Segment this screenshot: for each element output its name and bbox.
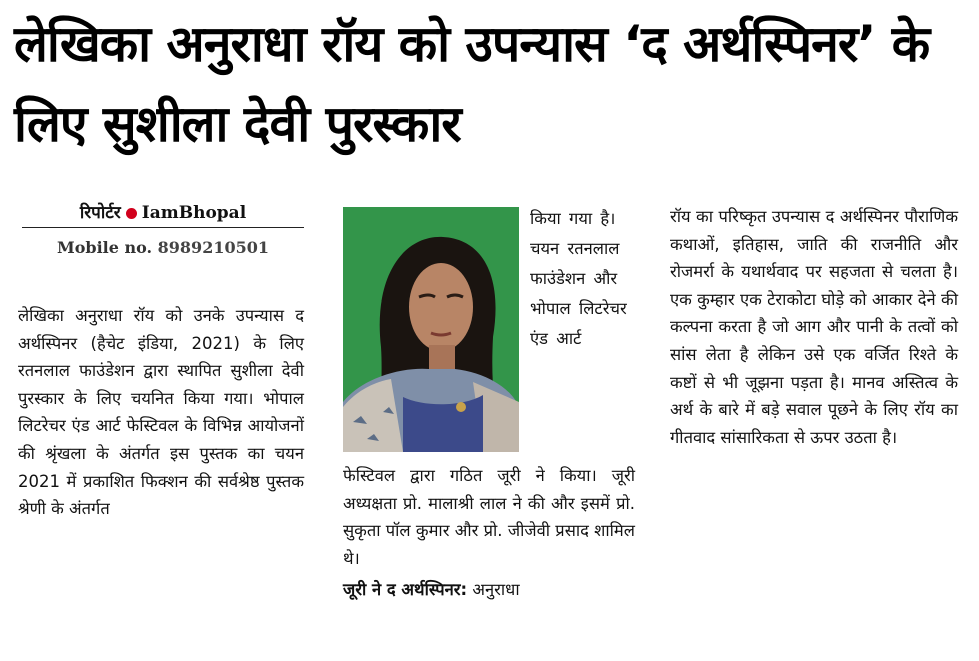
article-column-2 — [343, 462, 635, 604]
mobile-number: 8989210501 — [157, 238, 269, 257]
article-column-3 — [670, 203, 958, 451]
column-2-bottom-text: फेस्टिवल द्वारा गठित जूरी ने किया। जूरी अध्यक्षता प्रो. मालाश्री लाल ने की और इसमें प्रो. सुकृता पॉल कुमार और प्रो. जीजेवी प्रसाद शामिल थे। — [343, 466, 635, 568]
column-3-text: रॉय का परिष्कृत उपन्यास द अर्थस्पिनर पौराणिक कथाओं, इतिहास, जाति की राजनीति और रोजमर्रा के यथार्थवाद पर सहजता से चलता है। एक कुम्हार एक टेराकोटा घोड़े को आकार देने की कल्पना करता है जो आग और पानी के तत्वों को सांस लेता है लेकिन उसे एक वर्जित रिश्ते के कष्टों से भी जूझना पड़ता है। मानव अस्तित्व के अर्थ के बारे में बड़े सवाल पूछने के लिए रॉय का गीतवाद सांसारिकता से ऊपर उठता है। — [670, 207, 958, 447]
reporter-label: रिपोर्टर — [79, 203, 121, 223]
bullet-icon — [126, 208, 137, 219]
author-photo-illustration — [343, 207, 519, 452]
outlet-name: IamBhopal — [141, 203, 247, 223]
headline: लेखिका अनुराधा रॉय को उपन्यास ‘द अर्थस्पिनर’ के लिए सुशीला देवी पुरस्कार — [14, 15, 930, 153]
mobile-label: Mobile no. — [57, 238, 153, 257]
mobile-line — [22, 238, 304, 257]
column-1-text: लेखिका अनुराधा रॉय को उनके उपन्यास द अर्थस्पिनर (हैचेट इंडिया, 2021) के लिए रतनलाल फाउंडेशन द्वारा स्थापित सुशीला देवी पुरस्कार के लिए चयनित किया गया। भोपाल लिटरेचर एंड आर्ट फेस्टिवल के विभिन्न आयोजनों की श्रृंखला के अंतर्गत इस पुस्तक का चयन 2021 में प्रकाशित फिक्शन की सर्वश्रेष्ठ पुस्तक श्रेणी के अंतर्गत — [18, 306, 304, 519]
author-photo — [343, 207, 519, 452]
subhead-continuation: अनुराधा — [467, 580, 520, 600]
article-column-1 — [18, 302, 304, 523]
column-2-top-text: किया गया है। चयन रतनलाल फाउंडेशन और भोपाल लिटरेचर एंड आर्ट — [530, 209, 627, 348]
section-subhead: जूरी ने द अर्थस्पिनर: — [343, 580, 468, 600]
byline — [22, 200, 304, 257]
reporter-line — [22, 200, 304, 228]
article-column-2-top — [530, 204, 634, 354]
